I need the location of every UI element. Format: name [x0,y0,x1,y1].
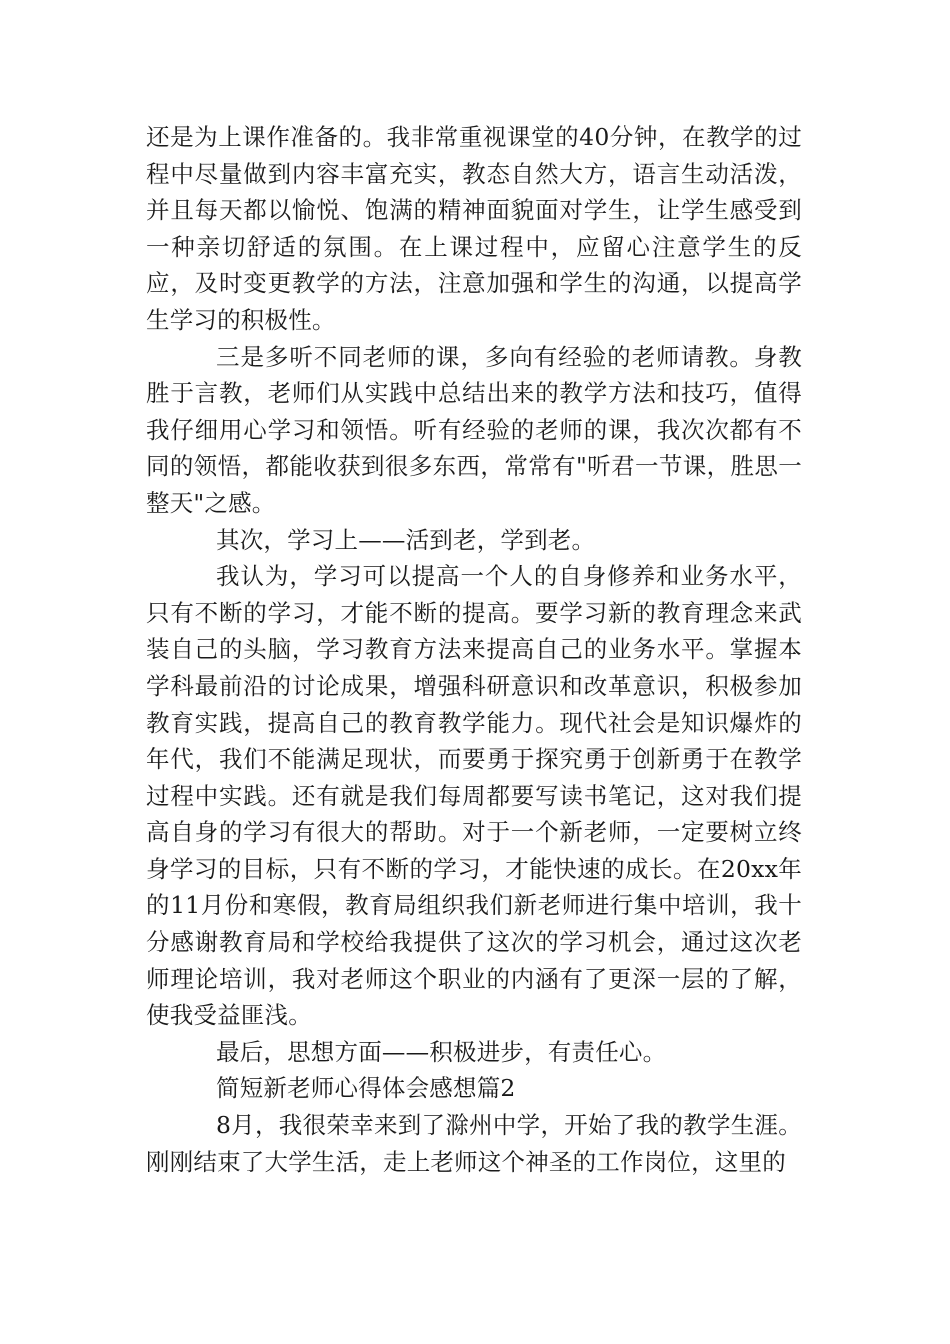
document-page [146,119,802,1180]
paragraph-1: 还是为上课作准备的。我非常重视课堂的40分钟，在教学的过程中尽量做到内容丰富充实，教态自然大方，语言生动活泼，并且每天都以愉悦、饱满的精神面貌面对学生，让学生感受到一种亲切舒适的氛围。在上课过程中，应留心注意学生的反应，及时变更教学的方法，注意加强和学生的沟通，以提高学生学习的积极性。 [146,123,802,334]
paragraph-4: 我认为，学习可以提高一个人的自身修养和业务水平，只有不断的学习，才能不断的提高。要学习新的教育理念来武装自己的头脑，学习教育方法来提高自己的业务水平。掌握本学科最前沿的讨论成果，增强科研意识和改革意识，积极参加教育实践，提高自己的教育教学能力。现代社会是知识爆炸的年代，我们不能满足现状，而要勇于探究勇于创新勇于在教学过程中实践。还有就是我们每周都要写读书笔记，这对我们提高自身的学习有很大的帮助。对于一个新老师，一定要树立终身学习的目标，只有不断的学习，才能快速的成长。在20xx年的11月份和寒假，教育局组织我们新老师进行集中培训，我十分感谢教育局和学校给我提供了这次的学习机会，通过这次老师理论培训，我对老师这个职业的内涵有了更深一层的了解，使我受益匪浅。 [146,562,802,1030]
paragraph-3: 其次，学习上——活到老，学到老。 [216,525,596,554]
paragraph-7: 8月，我很荣幸来到了滁州中学，开始了我的教学生涯。刚刚结束了大学生活，走上老师这个神圣的工作岗位，这里的 [146,1111,802,1176]
section-heading: 简短新老师心得体会感想篇2 [216,1074,516,1103]
paragraph-5: 最后，思想方面——积极进步，有责任心。 [216,1037,667,1066]
paragraph-2: 三是多听不同老师的课，多向有经验的老师请教。身教胜于言教，老师们从实践中总结出来的教学方法和技巧，值得我仔细用心学习和领悟。听有经验的老师的课，我次次都有不同的领悟，都能收获到很多东西，常常有"听君一节课，胜思一整天"之感。 [146,342,802,517]
